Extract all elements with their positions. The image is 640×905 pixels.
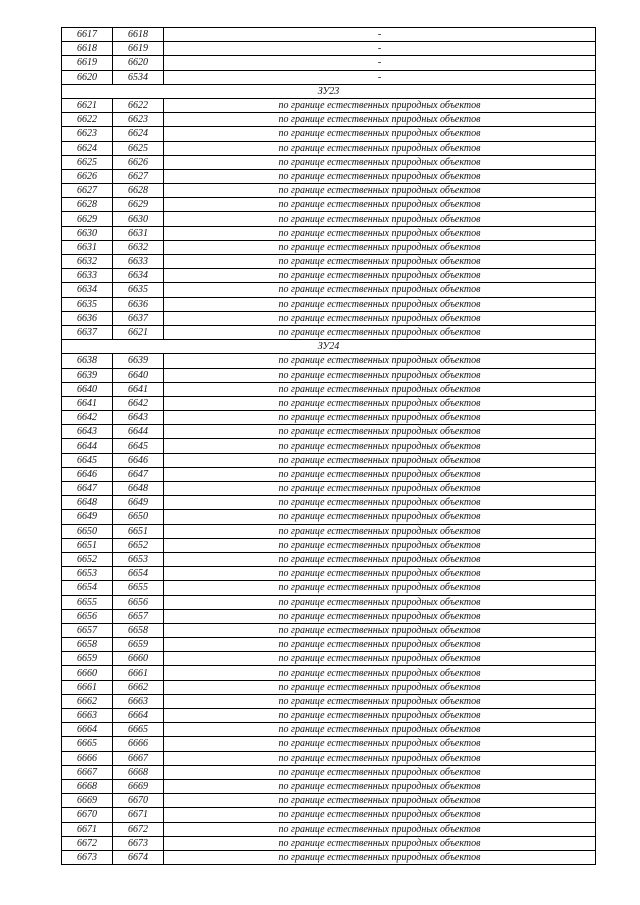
point-from-cell: 6657 xyxy=(62,623,113,637)
point-to-cell: 6632 xyxy=(113,240,164,254)
table-row xyxy=(62,666,596,680)
point-to-cell: 6657 xyxy=(113,609,164,623)
boundary-description-cell: по границе естественных природных объектов xyxy=(164,155,596,169)
point-to-cell: 6659 xyxy=(113,638,164,652)
point-from-cell: 6630 xyxy=(62,226,113,240)
point-to-cell: 6656 xyxy=(113,595,164,609)
table-row xyxy=(62,723,596,737)
point-from-cell: 6626 xyxy=(62,169,113,183)
point-to-cell: 6673 xyxy=(113,836,164,850)
point-to-cell: 6658 xyxy=(113,623,164,637)
point-from-cell: 6666 xyxy=(62,751,113,765)
boundary-description-cell: по границе естественных природных объектов xyxy=(164,822,596,836)
point-from-cell: 6652 xyxy=(62,552,113,566)
point-to-cell: 6654 xyxy=(113,567,164,581)
boundary-description-cell: по границе естественных природных объектов xyxy=(164,680,596,694)
point-to-cell: 6647 xyxy=(113,467,164,481)
point-to-cell: 6635 xyxy=(113,283,164,297)
point-to-cell: 6619 xyxy=(113,42,164,56)
table-row xyxy=(62,425,596,439)
boundary-description-cell: - xyxy=(164,70,596,84)
point-to-cell: 6674 xyxy=(113,850,164,864)
boundary-description-cell: по границе естественных природных объектов xyxy=(164,439,596,453)
table-row xyxy=(62,127,596,141)
boundary-description-cell: по границе естественных природных объектов xyxy=(164,779,596,793)
point-to-cell: 6621 xyxy=(113,325,164,339)
point-from-cell: 6654 xyxy=(62,581,113,595)
point-to-cell: 6650 xyxy=(113,510,164,524)
table-row xyxy=(62,595,596,609)
point-to-cell: 6631 xyxy=(113,226,164,240)
point-from-cell: 6660 xyxy=(62,666,113,680)
point-from-cell: 6647 xyxy=(62,482,113,496)
table-row xyxy=(62,652,596,666)
boundary-description-cell: по границе естественных природных объектов xyxy=(164,581,596,595)
point-from-cell: 6635 xyxy=(62,297,113,311)
point-from-cell: 6644 xyxy=(62,439,113,453)
table-row xyxy=(62,439,596,453)
table-row xyxy=(62,779,596,793)
point-from-cell: 6665 xyxy=(62,737,113,751)
boundary-description-cell: - xyxy=(164,56,596,70)
document-page xyxy=(61,27,595,865)
point-from-cell: 6620 xyxy=(62,70,113,84)
point-to-cell: 6651 xyxy=(113,524,164,538)
point-from-cell: 6631 xyxy=(62,240,113,254)
table-row xyxy=(62,113,596,127)
table-row xyxy=(62,482,596,496)
point-from-cell: 6661 xyxy=(62,680,113,694)
point-from-cell: 6646 xyxy=(62,467,113,481)
point-from-cell: 6634 xyxy=(62,283,113,297)
boundary-description-cell: по границе естественных природных объектов xyxy=(164,425,596,439)
point-to-cell: 6630 xyxy=(113,212,164,226)
point-from-cell: 6638 xyxy=(62,354,113,368)
boundary-description-cell: по границе естественных природных объектов xyxy=(164,269,596,283)
table-row xyxy=(62,368,596,382)
point-to-cell: 6665 xyxy=(113,723,164,737)
point-to-cell: 6629 xyxy=(113,198,164,212)
table-row xyxy=(62,297,596,311)
boundary-description-cell: по границе естественных природных объектов xyxy=(164,850,596,864)
point-from-cell: 6625 xyxy=(62,155,113,169)
point-to-cell: 6626 xyxy=(113,155,164,169)
point-to-cell: 6636 xyxy=(113,297,164,311)
boundary-description-cell: по границе естественных природных объектов xyxy=(164,737,596,751)
boundary-description-cell: по границе естественных природных объектов xyxy=(164,297,596,311)
boundary-description-cell: по границе естественных природных объектов xyxy=(164,496,596,510)
boundary-description-cell: по границе естественных природных объектов xyxy=(164,382,596,396)
boundary-description-cell: по границе естественных природных объектов xyxy=(164,524,596,538)
boundary-description-cell: по границе естественных природных объектов xyxy=(164,255,596,269)
point-from-cell: 6656 xyxy=(62,609,113,623)
point-from-cell: 6673 xyxy=(62,850,113,864)
table-row xyxy=(62,467,596,481)
point-from-cell: 6618 xyxy=(62,42,113,56)
point-to-cell: 6640 xyxy=(113,368,164,382)
boundary-description-cell: по границе естественных природных объектов xyxy=(164,226,596,240)
point-to-cell: 6641 xyxy=(113,382,164,396)
boundary-description-cell: по границе естественных природных объектов xyxy=(164,98,596,112)
boundary-description-cell: по границе естественных природных объектов xyxy=(164,198,596,212)
point-to-cell: 6624 xyxy=(113,127,164,141)
table-row xyxy=(62,751,596,765)
boundary-description-cell: по границе естественных природных объектов xyxy=(164,453,596,467)
point-to-cell: 6666 xyxy=(113,737,164,751)
boundary-description-cell: по границе естественных природных объектов xyxy=(164,212,596,226)
table-row xyxy=(62,184,596,198)
point-from-cell: 6639 xyxy=(62,368,113,382)
table-row xyxy=(62,240,596,254)
table-row xyxy=(62,396,596,410)
table-row xyxy=(62,155,596,169)
point-from-cell: 6629 xyxy=(62,212,113,226)
table-row xyxy=(62,794,596,808)
boundary-description-cell: по границе естественных природных объектов xyxy=(164,751,596,765)
boundary-description-cell: по границе естественных природных объектов xyxy=(164,240,596,254)
table-row xyxy=(62,709,596,723)
point-to-cell: 6644 xyxy=(113,425,164,439)
point-from-cell: 6621 xyxy=(62,98,113,112)
boundary-description-cell: - xyxy=(164,42,596,56)
table-row xyxy=(62,98,596,112)
table-row xyxy=(62,623,596,637)
point-to-cell: 6668 xyxy=(113,765,164,779)
table-row xyxy=(62,496,596,510)
table-row xyxy=(62,198,596,212)
point-from-cell: 6632 xyxy=(62,255,113,269)
point-to-cell: 6661 xyxy=(113,666,164,680)
section-title: ЗУ24 xyxy=(62,340,596,354)
table-row xyxy=(62,354,596,368)
point-from-cell: 6636 xyxy=(62,311,113,325)
table-row xyxy=(62,169,596,183)
point-to-cell: 6671 xyxy=(113,808,164,822)
point-to-cell: 6663 xyxy=(113,694,164,708)
boundary-description-cell: по границе естественных природных объектов xyxy=(164,411,596,425)
point-from-cell: 6617 xyxy=(62,28,113,42)
point-to-cell: 6627 xyxy=(113,169,164,183)
point-to-cell: 6534 xyxy=(113,70,164,84)
boundary-description-cell: по границе естественных природных объектов xyxy=(164,311,596,325)
table-row xyxy=(62,226,596,240)
point-to-cell: 6652 xyxy=(113,538,164,552)
table-row xyxy=(62,28,596,42)
boundary-description-cell: по границе естественных природных объектов xyxy=(164,141,596,155)
section-title: ЗУ23 xyxy=(62,84,596,98)
boundary-description-cell: по границе естественных природных объектов xyxy=(164,113,596,127)
table-row xyxy=(62,581,596,595)
point-from-cell: 6651 xyxy=(62,538,113,552)
table-row xyxy=(62,737,596,751)
point-to-cell: 6648 xyxy=(113,482,164,496)
point-from-cell: 6658 xyxy=(62,638,113,652)
table-row xyxy=(62,510,596,524)
boundary-description-cell: по границе естественных природных объектов xyxy=(164,709,596,723)
table-row xyxy=(62,694,596,708)
boundary-description-cell: по границе естественных природных объектов xyxy=(164,623,596,637)
point-to-cell: 6625 xyxy=(113,141,164,155)
boundary-description-cell: по границе естественных природных объектов xyxy=(164,638,596,652)
boundary-description-cell: по границе естественных природных объектов xyxy=(164,694,596,708)
point-to-cell: 6643 xyxy=(113,411,164,425)
boundary-description-cell: по границе естественных природных объектов xyxy=(164,510,596,524)
boundary-table xyxy=(61,27,596,865)
point-to-cell: 6646 xyxy=(113,453,164,467)
table-row xyxy=(62,382,596,396)
point-to-cell: 6618 xyxy=(113,28,164,42)
point-from-cell: 6643 xyxy=(62,425,113,439)
point-from-cell: 6649 xyxy=(62,510,113,524)
point-to-cell: 6670 xyxy=(113,794,164,808)
point-to-cell: 6628 xyxy=(113,184,164,198)
table-row xyxy=(62,638,596,652)
table-row xyxy=(62,283,596,297)
boundary-description-cell: по границе естественных природных объектов xyxy=(164,794,596,808)
point-from-cell: 6623 xyxy=(62,127,113,141)
boundary-description-cell: по границе естественных природных объектов xyxy=(164,595,596,609)
boundary-description-cell: по границе естественных природных объектов xyxy=(164,609,596,623)
table-row xyxy=(62,42,596,56)
point-to-cell: 6660 xyxy=(113,652,164,666)
point-from-cell: 6640 xyxy=(62,382,113,396)
table-row xyxy=(62,311,596,325)
table-row xyxy=(62,680,596,694)
table-row xyxy=(62,70,596,84)
section-header-row xyxy=(62,340,596,354)
table-row xyxy=(62,212,596,226)
table-row xyxy=(62,850,596,864)
point-from-cell: 6641 xyxy=(62,396,113,410)
point-to-cell: 6645 xyxy=(113,439,164,453)
table-row xyxy=(62,822,596,836)
point-to-cell: 6667 xyxy=(113,751,164,765)
point-to-cell: 6672 xyxy=(113,822,164,836)
point-from-cell: 6624 xyxy=(62,141,113,155)
table-row xyxy=(62,56,596,70)
point-to-cell: 6620 xyxy=(113,56,164,70)
boundary-description-cell: по границе естественных природных объектов xyxy=(164,765,596,779)
boundary-description-cell: по границе естественных природных объектов xyxy=(164,482,596,496)
point-to-cell: 6653 xyxy=(113,552,164,566)
point-to-cell: 6633 xyxy=(113,255,164,269)
point-to-cell: 6655 xyxy=(113,581,164,595)
table-row xyxy=(62,808,596,822)
boundary-description-cell: по границе естественных природных объектов xyxy=(164,666,596,680)
point-from-cell: 6622 xyxy=(62,113,113,127)
table-row xyxy=(62,255,596,269)
table-row xyxy=(62,552,596,566)
boundary-description-cell: по границе естественных природных объектов xyxy=(164,652,596,666)
point-from-cell: 6664 xyxy=(62,723,113,737)
boundary-description-cell: - xyxy=(164,28,596,42)
boundary-description-cell: по границе естественных природных объектов xyxy=(164,368,596,382)
point-from-cell: 6633 xyxy=(62,269,113,283)
boundary-description-cell: по границе естественных природных объектов xyxy=(164,723,596,737)
point-to-cell: 6664 xyxy=(113,709,164,723)
point-from-cell: 6672 xyxy=(62,836,113,850)
table-row xyxy=(62,567,596,581)
boundary-description-cell: по границе естественных природных объектов xyxy=(164,127,596,141)
point-to-cell: 6634 xyxy=(113,269,164,283)
table-row xyxy=(62,141,596,155)
point-to-cell: 6649 xyxy=(113,496,164,510)
point-to-cell: 6637 xyxy=(113,311,164,325)
boundary-description-cell: по границе естественных природных объектов xyxy=(164,808,596,822)
boundary-description-cell: по границе естественных природных объектов xyxy=(164,552,596,566)
boundary-description-cell: по границе естественных природных объектов xyxy=(164,169,596,183)
point-from-cell: 6669 xyxy=(62,794,113,808)
table-row xyxy=(62,836,596,850)
point-from-cell: 6642 xyxy=(62,411,113,425)
point-from-cell: 6655 xyxy=(62,595,113,609)
boundary-description-cell: по границе естественных природных объектов xyxy=(164,283,596,297)
boundary-description-cell: по границе естественных природных объектов xyxy=(164,467,596,481)
boundary-description-cell: по границе естественных природных объектов xyxy=(164,354,596,368)
boundary-description-cell: по границе естественных природных объектов xyxy=(164,538,596,552)
point-from-cell: 6670 xyxy=(62,808,113,822)
table-row xyxy=(62,269,596,283)
point-from-cell: 6653 xyxy=(62,567,113,581)
boundary-description-cell: по границе естественных природных объектов xyxy=(164,325,596,339)
point-from-cell: 6628 xyxy=(62,198,113,212)
boundary-description-cell: по границе естественных природных объектов xyxy=(164,836,596,850)
point-from-cell: 6668 xyxy=(62,779,113,793)
table-row xyxy=(62,609,596,623)
point-from-cell: 6671 xyxy=(62,822,113,836)
table-row xyxy=(62,453,596,467)
point-from-cell: 6662 xyxy=(62,694,113,708)
point-to-cell: 6642 xyxy=(113,396,164,410)
point-to-cell: 6639 xyxy=(113,354,164,368)
point-from-cell: 6627 xyxy=(62,184,113,198)
boundary-description-cell: по границе естественных природных объектов xyxy=(164,567,596,581)
table-row xyxy=(62,524,596,538)
point-to-cell: 6622 xyxy=(113,98,164,112)
point-from-cell: 6645 xyxy=(62,453,113,467)
point-to-cell: 6623 xyxy=(113,113,164,127)
point-from-cell: 6637 xyxy=(62,325,113,339)
table-row xyxy=(62,325,596,339)
table-row xyxy=(62,411,596,425)
point-to-cell: 6669 xyxy=(113,779,164,793)
point-from-cell: 6648 xyxy=(62,496,113,510)
table-row xyxy=(62,765,596,779)
table-body xyxy=(62,28,596,865)
point-from-cell: 6650 xyxy=(62,524,113,538)
point-from-cell: 6667 xyxy=(62,765,113,779)
boundary-description-cell: по границе естественных природных объектов xyxy=(164,184,596,198)
boundary-description-cell: по границе естественных природных объектов xyxy=(164,396,596,410)
point-from-cell: 6663 xyxy=(62,709,113,723)
point-from-cell: 6619 xyxy=(62,56,113,70)
point-from-cell: 6659 xyxy=(62,652,113,666)
point-to-cell: 6662 xyxy=(113,680,164,694)
table-row xyxy=(62,538,596,552)
section-header-row xyxy=(62,84,596,98)
